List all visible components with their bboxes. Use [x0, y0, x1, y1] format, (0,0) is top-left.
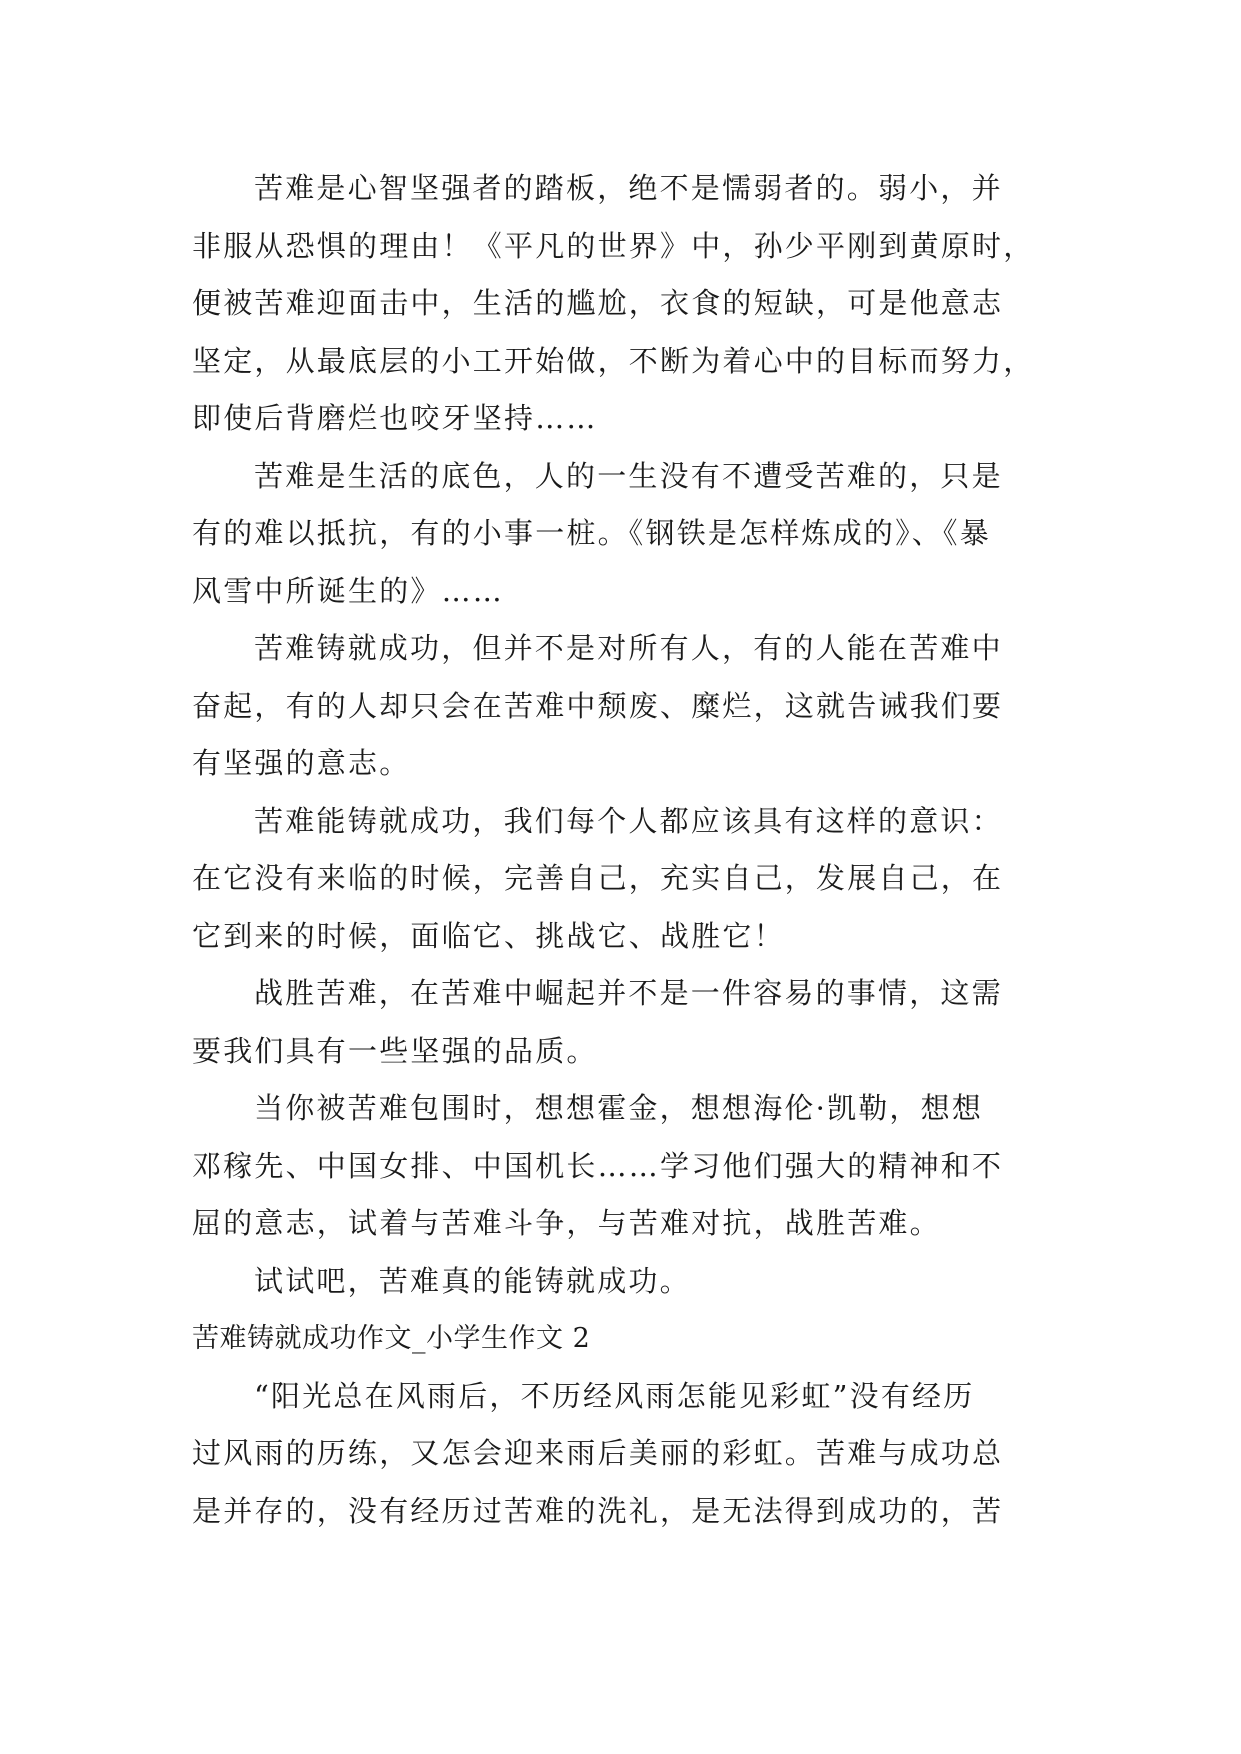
paragraph-awareness: 苦难能铸就成功，我们每个人都应该具有这样的意识： 在它没有来临的时候，完善自己，充实自己，发展自己，在 它到来的时候，面临它、挑战它、战胜它！ — [192, 803, 1004, 953]
essay-title-2: 苦难铸就成功作文_小学生作文 2 — [192, 1323, 591, 1354]
paragraph-adversity-background: 苦难是生活的底色，人的一生没有不遭受苦难的，只是 有的难以抵抗，有的小事一桩。《钢铁是怎样炼成的》、《暴 风雪中所诞生的》…… — [192, 458, 1003, 608]
paragraph-rainbow: “阳光总在风雨后，不历经风雨怎能见彩虹”没有经历 过风雨的历练，又怎会迎来雨后美丽的彩虹。苦难与成功总 是并存的，没有经历过苦难的洗礼，是无法得到成功的，苦 — [192, 1378, 1004, 1528]
paragraph-role-models: 当你被苦难包围时，想想霍金，想想海伦·凯勒，想想 邓稼先、中国女排、中国机长……学习他们强大的精神和不 屈的意志，试着与苦难斗争，与苦难对抗，战胜苦难。 — [192, 1091, 1004, 1240]
paragraph-not-for-everyone: 苦难铸就成功，但并不是对所有人，有的人能在苦难中 奋起，有的人却只会在苦难中颓废、糜烂，这就告诫我们要 有坚强的意志。 — [192, 631, 1004, 780]
paragraph-qualities: 战胜苦难，在苦难中崛起并不是一件容易的事情，这需 要我们具有一些坚强的品质。 — [192, 976, 1003, 1068]
document-body — [192, 160, 1052, 1540]
paragraph-adversity-stepping-stone: 苦难是心智坚强者的踏板，绝不是懦弱者的。弱小，并 非服从恐惧的理由！《平凡的世界》中，孙少平刚到黄原时， 便被苦难迎面击中，生活的尴尬，衣食的短缺，可是他意志 坚定，从最底层的小工开始做，不断为着心中的目标而努力， 即使后背磨烂也咬牙坚持…… — [192, 171, 1035, 435]
paragraph-try-it: 试试吧，苦难真的能铸就成功。 — [254, 1263, 691, 1298]
